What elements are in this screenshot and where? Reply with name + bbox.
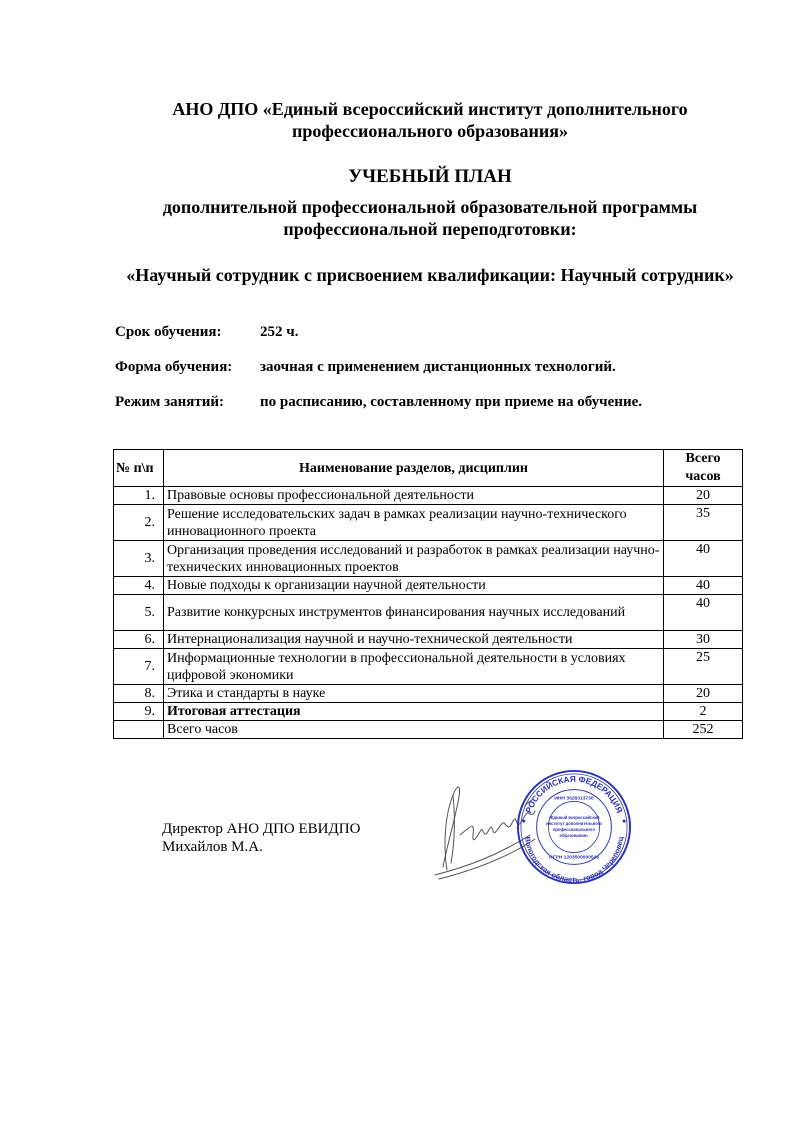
table-row	[114, 505, 743, 541]
row-hours: 20	[664, 685, 743, 703]
row-name: Правовые основы профессиональной деятельности	[164, 487, 664, 505]
row-hours: 40	[664, 541, 743, 577]
row-hours: 30	[664, 631, 743, 649]
table-row	[114, 685, 743, 703]
table-row	[114, 487, 743, 505]
row-name: Информационные технологии в профессиональной деятельности в условиях цифровой экономики	[164, 649, 664, 685]
row-num: 3.	[114, 541, 164, 577]
meta-form-label: Форма обучения:	[115, 359, 233, 375]
header-num: № п\п	[114, 450, 164, 487]
table-row	[114, 541, 743, 577]
table-row	[114, 631, 743, 649]
meta-term-value: 252 ч.	[260, 324, 299, 340]
meta-form-value: заочная с применением дистанционных технологий.	[260, 359, 616, 375]
svg-text:ОГРН 1203500000546: ОГРН 1203500000546	[548, 855, 600, 861]
table-row	[114, 649, 743, 685]
total-num	[114, 721, 164, 739]
row-name: Этика и стандарты в науке	[164, 685, 664, 703]
svg-text:ИНН 3528313730: ИНН 3528313730	[554, 796, 594, 802]
meta-mode	[115, 393, 642, 411]
table-row	[114, 577, 743, 595]
meta-term-label: Срок обучения:	[115, 324, 222, 340]
svg-text:институт дополнительного: институт дополнительного	[546, 821, 602, 827]
row-name: Организация проведения исследований и разработок в рамках реализации научно-технических инновационных проектов	[164, 541, 664, 577]
header-hours	[664, 450, 743, 487]
row-num: 9.	[114, 703, 164, 721]
total-hours: 252	[664, 721, 743, 739]
row-name: Новые подходы к организации научной деятельности	[164, 577, 664, 595]
row-hours: 25	[664, 649, 743, 685]
director-title: Директор АНО ДПО ЕВИДПО	[162, 821, 361, 837]
row-hours: 20	[664, 487, 743, 505]
row-name: Решение исследовательских задач в рамках реализации научно-технического инновационного проекта	[164, 505, 664, 541]
table-row	[114, 703, 743, 721]
meta-term	[115, 323, 298, 341]
table-row	[114, 595, 743, 631]
program-type: дополнительной профессиональной образовательной программы профессиональной переподготовки:	[162, 197, 698, 239]
svg-text:«Единый всероссийский: «Единый всероссийский	[548, 815, 600, 821]
stamp-icon	[515, 768, 633, 886]
table-total-row	[114, 721, 743, 739]
svg-text:профессионального: профессионального	[552, 826, 596, 832]
row-num: 2.	[114, 505, 164, 541]
total-label: Всего часов	[164, 721, 664, 739]
svg-text:Вологодская область, город Чер: Вологодская область, город Череповец	[522, 836, 626, 885]
row-num: 8.	[114, 685, 164, 703]
row-name: Развитие конкурсных инструментов финансирования научных исследований	[164, 595, 664, 631]
program-name: «Научный сотрудник с присвоением квалификации: Научный сотрудник»	[126, 265, 734, 285]
meta-mode-value: по расписанию, составленному при приеме на обучение.	[260, 394, 642, 410]
row-hours: 40	[664, 595, 743, 631]
row-num: 6.	[114, 631, 164, 649]
document-title: УЧЕБНЫЙ ПЛАН	[348, 166, 512, 187]
director-name: Михайлов М.А.	[162, 839, 263, 855]
row-num: 1.	[114, 487, 164, 505]
svg-text:образования»: образования»	[559, 832, 589, 838]
director-block	[162, 820, 360, 856]
table-header-row	[114, 450, 743, 487]
row-hours: 35	[664, 505, 743, 541]
header-hours-line1: Всего	[685, 451, 721, 466]
curriculum-table	[113, 449, 743, 739]
meta-form	[115, 358, 616, 376]
header-name: Наименование разделов, дисциплин	[164, 450, 664, 487]
row-hours: 40	[664, 577, 743, 595]
header-hours-line2: часов	[685, 469, 721, 484]
row-name: Итоговая аттестация	[164, 703, 664, 721]
svg-text:РОССИЙСКАЯ ФЕДЕРАЦИЯ: РОССИЙСКАЯ ФЕДЕРАЦИЯ	[523, 773, 625, 815]
row-num: 4.	[114, 577, 164, 595]
row-num: 7.	[114, 649, 164, 685]
organization-name: АНО ДПО «Единый всероссийский институт дополнительного профессионального образования»	[172, 99, 688, 141]
row-num: 5.	[114, 595, 164, 631]
row-hours: 2	[664, 703, 743, 721]
meta-mode-label: Режим занятий:	[115, 394, 225, 410]
row-name: Интернационализация научной и научно-технической деятельности	[164, 631, 664, 649]
